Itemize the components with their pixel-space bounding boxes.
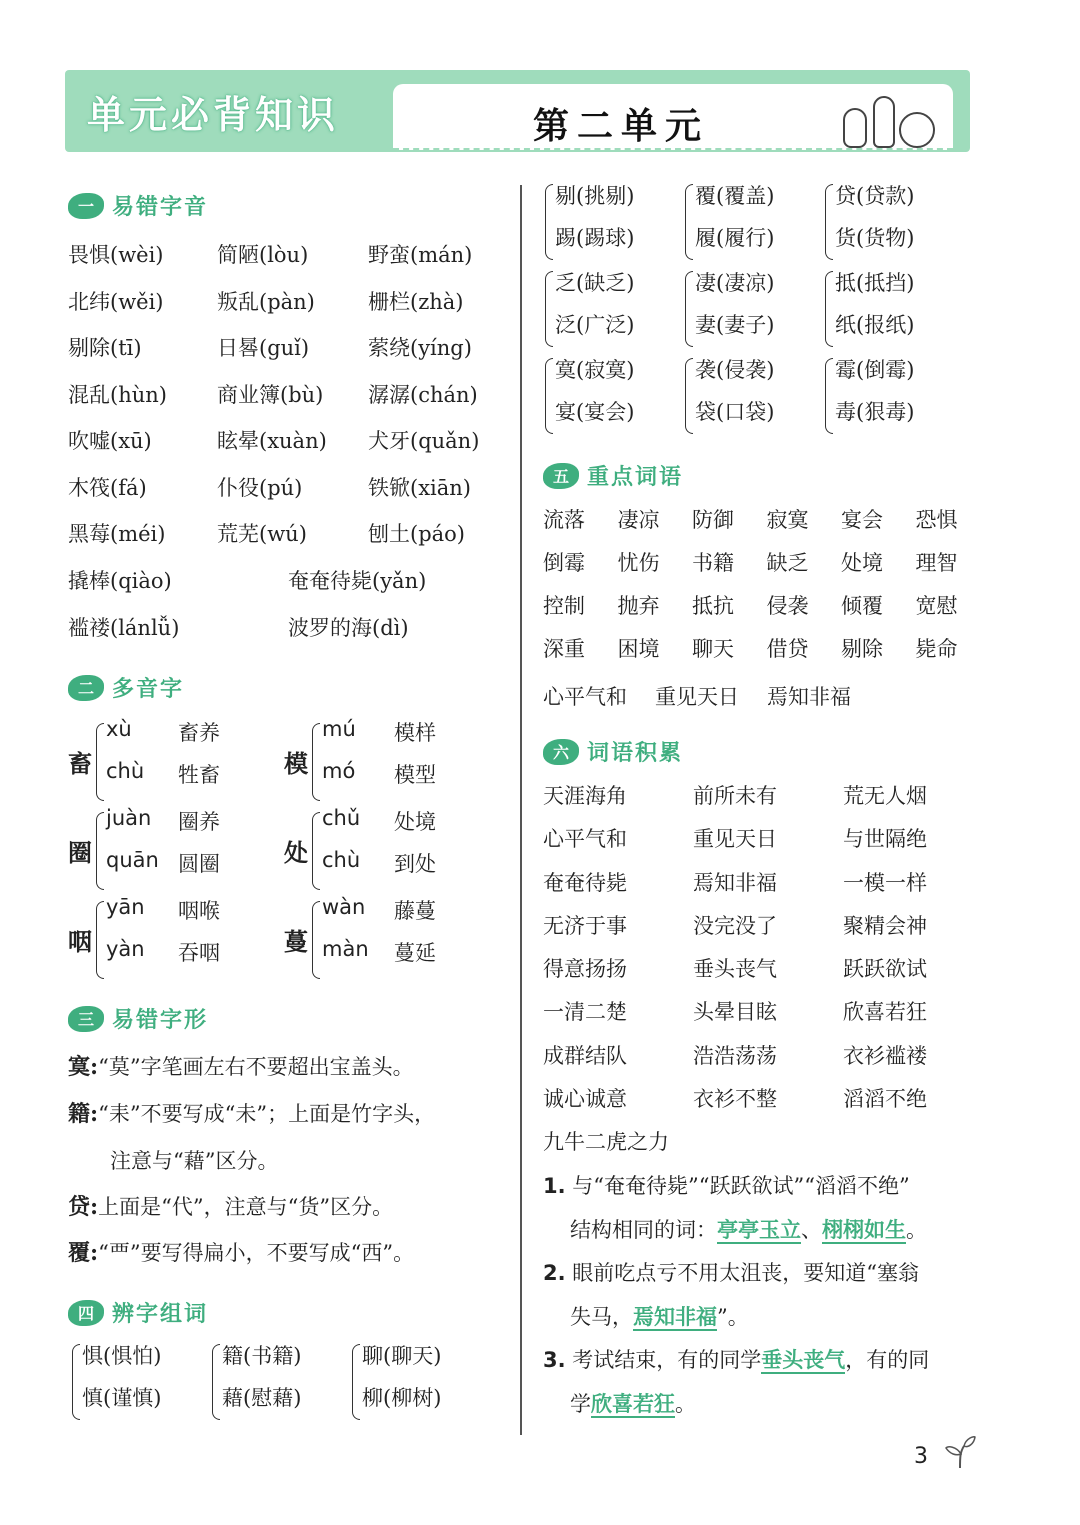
pinyin: wàn	[322, 895, 366, 919]
question-1-line-2	[570, 1214, 927, 1244]
rabbit-mascot-icon	[843, 108, 867, 148]
key-word: 缺乏	[766, 551, 809, 575]
key-word: 倾覆	[841, 594, 883, 618]
answer: 垂头丧气	[761, 1347, 846, 1372]
glyph-text: “覀”要写得扁小，不要写成“西”。	[98, 1241, 415, 1265]
pronunciation-item: 野蛮(mán)	[368, 243, 473, 267]
pair-word: 货(货物)	[835, 226, 915, 250]
idiom: 九牛二虎之力	[543, 1130, 669, 1155]
pronunciation-item: 日晷(guǐ)	[217, 336, 310, 360]
example-word: 圈养	[178, 810, 220, 834]
answer: 欣喜若狂	[591, 1391, 675, 1416]
answer: 焉知非福	[633, 1304, 717, 1329]
punctuation: 。	[906, 1218, 927, 1242]
pronunciation-item: 简陋(lòu)	[217, 243, 309, 267]
key-word: 控制	[543, 594, 585, 618]
pinyin: mó	[322, 759, 356, 783]
char-pair	[825, 354, 965, 440]
brace	[545, 184, 553, 260]
key-word: 重见天日	[655, 685, 739, 709]
brace	[96, 812, 104, 890]
polyphone-char: 蔓	[284, 927, 308, 956]
key-word: 焉知非福	[767, 685, 851, 709]
question-3-line-2	[570, 1388, 696, 1418]
idiom: 奄奄待毙	[543, 870, 627, 895]
pronunciation-item: 荒芜(wú)	[217, 522, 307, 546]
key-word: 恐惧	[915, 508, 958, 532]
pronunciation-item: 撬棒(qiào)	[68, 569, 172, 593]
page-number: 3	[914, 1444, 928, 1469]
char-pair	[72, 1340, 212, 1426]
pair-word: 剔(挑剔)	[555, 184, 635, 208]
question-text: ，有的同	[845, 1348, 930, 1372]
idiom: 与世隔绝	[843, 827, 927, 852]
key-words-grid	[543, 499, 990, 671]
pronunciation-item: 犬牙(quǎn)	[368, 429, 480, 453]
bottle-mascot-icon	[873, 96, 895, 148]
glyph-text: “莫”字笔画左右不要超出宝盖头。	[98, 1055, 414, 1079]
glyph-note: 贷:上面是“代”，注意与“货”区分。	[68, 1194, 394, 1220]
glyph-char: 籍	[68, 1101, 91, 1127]
key-word: 困境	[617, 637, 660, 661]
key-word: 抛弃	[617, 594, 660, 618]
section-heading	[68, 1003, 208, 1034]
pinyin: chǔ	[322, 806, 361, 830]
brace	[312, 812, 320, 890]
column-divider	[520, 185, 522, 1435]
idiom: 浩浩荡荡	[693, 1043, 777, 1068]
polyphone-block	[68, 806, 288, 894]
pronunciation-item: 吹嘘(xū)	[68, 429, 152, 453]
pair-word: 袋(口袋)	[695, 400, 775, 424]
key-word: 忧伤	[617, 551, 660, 575]
pair-word: 柳(柳树)	[362, 1386, 442, 1410]
question-text: 学	[570, 1392, 591, 1416]
idiom: 天涯海角	[543, 784, 627, 808]
idiom: 得意扬扬	[543, 957, 627, 982]
brace	[825, 184, 833, 260]
section-title: 辨字组词	[112, 1302, 209, 1327]
idiom: 重见天日	[693, 827, 777, 852]
pair-word: 寞(寂寞)	[555, 358, 635, 382]
brace	[352, 1344, 360, 1420]
idiom: 衣衫褴褛	[843, 1043, 927, 1068]
pronunciation-item: 木筏(fá)	[68, 475, 147, 500]
pair-word: 履(履行)	[695, 226, 775, 250]
idiom: 荒无人烟	[843, 784, 927, 808]
brace	[96, 723, 104, 801]
char-pair	[685, 267, 825, 353]
section-heading	[543, 460, 683, 491]
section-title: 重点词语	[587, 465, 684, 490]
question-number: 3.	[543, 1348, 566, 1372]
pair-word: 泛(广泛)	[555, 313, 635, 337]
pronunciation-item: 叛乱(pàn)	[217, 289, 315, 314]
brace	[825, 358, 833, 434]
glyph-note: 寞:“莫”字笔画左右不要超出宝盖头。	[68, 1054, 414, 1080]
key-word: 防御	[692, 508, 734, 532]
pronunciation-item: 仆役(pú)	[217, 475, 303, 500]
brace	[685, 358, 693, 434]
char-pair	[545, 354, 685, 440]
pair-word: 聊(聊天)	[362, 1344, 442, 1368]
key-word: 借贷	[766, 637, 809, 661]
glyph-note: 籍:“耒”不要写成“未”；上面是竹字头，	[68, 1101, 436, 1127]
key-word: 深重	[543, 637, 585, 661]
glyph-char: 贷	[68, 1194, 91, 1220]
polyphone-block	[68, 717, 288, 805]
key-word: 倒霉	[543, 551, 585, 575]
key-word: 流落	[543, 508, 585, 532]
pair-word: 贷(贷款)	[835, 184, 915, 208]
section-heading	[543, 736, 683, 767]
question-2-line-2	[570, 1301, 749, 1331]
idiom: 没完没了	[693, 913, 777, 938]
pair-word: 凄(凄凉)	[695, 271, 775, 295]
pronunciation-grid-wide	[68, 558, 518, 651]
pair-word: 妻(妻子)	[695, 313, 775, 337]
answer: 亭亭玉立	[717, 1217, 801, 1242]
idiom: 衣衫不整	[693, 1087, 777, 1112]
idiom: 一清二楚	[543, 1000, 627, 1025]
sprout-icon	[944, 1434, 976, 1470]
pronunciation-item: 黑莓(méi)	[68, 522, 166, 546]
brace	[685, 271, 693, 347]
question-text: 考试结束，有的同学	[572, 1348, 762, 1372]
section-title: 词语积累	[587, 741, 684, 766]
key-word: 心平气和	[543, 685, 627, 709]
idiom: 诚心诚意	[543, 1087, 627, 1112]
pronunciation-item: 栅栏(zhà)	[368, 289, 464, 314]
pronunciation-item: 商业簿(bù)	[217, 382, 324, 407]
pronunciation-item: 褴褛(lánlǚ)	[68, 615, 180, 640]
example-word: 圆圈	[178, 852, 220, 876]
example-word: 吞咽	[178, 941, 220, 965]
pair-word: 袭(侵袭)	[695, 358, 775, 382]
key-word: 宽慰	[915, 594, 958, 618]
char-pair	[685, 354, 825, 440]
polyphone-block	[284, 895, 504, 983]
polyphone-block	[68, 895, 288, 983]
question-number: 1.	[543, 1174, 566, 1198]
glyph-text: “耒”不要写成“未”；上面是竹字头，	[98, 1102, 436, 1126]
separator: 、	[801, 1218, 822, 1242]
question-text: 眼前吃点亏不用太沮丧，要知道“塞翁	[572, 1261, 920, 1285]
pinyin: chù	[322, 848, 361, 872]
pronunciation-item: 潺潺(chán)	[368, 382, 478, 407]
section-heading	[68, 190, 208, 221]
key-word: 宴会	[841, 508, 883, 532]
pair-word: 毒(狠毒)	[835, 400, 915, 424]
idiom: 滔滔不绝	[843, 1087, 927, 1112]
polyphone-block	[284, 717, 504, 805]
pinyin: xù	[106, 717, 132, 741]
brace	[685, 184, 693, 260]
glyph-text: 上面是“代”，注意与“货”区分。	[98, 1195, 394, 1219]
polyphone-char: 圈	[68, 838, 92, 867]
pair-word: 慎(谨慎)	[82, 1386, 162, 1410]
key-word: 寂寞	[766, 508, 809, 532]
glyph-char: 覆	[68, 1240, 91, 1266]
pronunciation-item: 眩晕(xuàn)	[217, 429, 327, 453]
char-pair	[212, 1340, 352, 1426]
question-2	[543, 1257, 919, 1287]
polyphone-char: 咽	[68, 927, 92, 956]
char-pair	[685, 180, 825, 266]
pinyin: juàn	[106, 806, 152, 830]
section-title: 易错字音	[112, 195, 209, 220]
section-badge: 三	[68, 1006, 104, 1032]
example-word: 模型	[394, 763, 436, 787]
polyphone-block	[284, 806, 504, 894]
idiom: 成群结队	[543, 1043, 627, 1068]
idiom: 焉知非福	[693, 870, 777, 895]
section-title: 易错字形	[112, 1008, 209, 1033]
header-banner	[65, 70, 970, 152]
glyph-note	[110, 1138, 550, 1184]
example-word: 藤蔓	[394, 899, 436, 923]
pronunciation-item: 刨土(páo)	[368, 522, 465, 546]
punctuation: ”。	[717, 1305, 749, 1329]
polyphone-char: 畜	[68, 749, 92, 778]
pronunciation-item: 奄奄待毙(yǎn)	[288, 569, 427, 593]
section-badge: 四	[68, 1300, 104, 1326]
idiom: 头晕目眩	[693, 1000, 777, 1025]
pair-word: 抵(抵挡)	[835, 271, 915, 295]
pair-word: 宴(宴会)	[555, 400, 635, 424]
section-badge: 六	[543, 739, 579, 765]
brace	[212, 1344, 220, 1420]
idiom: 跃跃欲试	[843, 957, 927, 982]
pair-word: 籍(书籍)	[222, 1344, 302, 1368]
glyph-text: 注意与“藉”区分。	[110, 1149, 279, 1173]
glyph-char: 寞	[68, 1054, 91, 1080]
char-pair	[825, 180, 965, 266]
pinyin: màn	[322, 937, 369, 961]
example-word: 蔓延	[394, 941, 436, 965]
pronunciation-item: 剔除(tī)	[68, 336, 142, 360]
section-heading	[68, 1297, 208, 1328]
pinyin: quān	[106, 848, 159, 872]
question-text: 结构相同的词：	[570, 1218, 717, 1242]
example-word: 模样	[394, 721, 436, 745]
punctuation: 。	[675, 1392, 696, 1416]
idiom: 前所未有	[693, 784, 777, 808]
idiom: 心平气和	[543, 827, 627, 852]
pair-word: 覆(覆盖)	[695, 184, 775, 208]
key-word: 处境	[841, 551, 883, 575]
banner-left-title: 单元必背知识	[87, 93, 340, 137]
idiom: 聚精会神	[843, 913, 927, 938]
brace	[312, 901, 320, 979]
idioms-grid	[543, 775, 993, 1165]
pair-word: 惧(惧怕)	[82, 1344, 162, 1368]
pair-word: 藉(慰藉)	[222, 1386, 302, 1410]
brace	[312, 723, 320, 801]
example-word: 畜养	[178, 721, 220, 745]
pinyin: yàn	[106, 937, 145, 961]
key-word: 毙命	[915, 637, 958, 661]
question-text: 失马，	[570, 1305, 633, 1329]
pinyin: chù	[106, 759, 145, 783]
example-word: 处境	[394, 810, 436, 834]
char-pair	[825, 267, 965, 353]
key-words-last-row	[543, 681, 879, 711]
example-word: 到处	[394, 852, 436, 876]
polyphone-char: 处	[284, 838, 308, 867]
pronunciation-item: 混乱(hùn)	[68, 382, 167, 407]
pinyin: yān	[106, 895, 145, 919]
idiom: 欣喜若狂	[843, 1000, 927, 1025]
brace	[545, 358, 553, 434]
brace	[825, 271, 833, 347]
pronunciation-grid	[68, 232, 518, 558]
question-3	[543, 1344, 929, 1374]
idiom: 无济于事	[543, 913, 627, 938]
polyphone-char: 模	[284, 749, 308, 778]
char-pair	[545, 180, 685, 266]
banner-unit-panel	[393, 84, 953, 150]
key-word: 聊天	[692, 637, 734, 661]
key-word: 侵袭	[766, 594, 809, 618]
pronunciation-item: 畏惧(wèi)	[68, 243, 164, 267]
key-word: 理智	[915, 551, 958, 575]
key-word: 剔除	[841, 637, 883, 661]
section-heading	[68, 672, 184, 703]
brace	[96, 901, 104, 979]
pronunciation-item: 北纬(wěi)	[68, 289, 164, 314]
unit-title: 第二单元	[533, 106, 710, 147]
brace	[72, 1344, 80, 1420]
question-text: 与“奄奄待毙”“跃跃欲试”“滔滔不绝”	[572, 1174, 910, 1198]
pair-word: 踢(踢球)	[555, 226, 635, 250]
sheep-mascot-icon	[899, 112, 935, 148]
section-badge: 五	[543, 463, 579, 489]
section-badge: 一	[68, 193, 104, 219]
idiom: 垂头丧气	[693, 957, 777, 982]
pinyin: mú	[322, 717, 356, 741]
pronunciation-item: 萦绕(yíng)	[368, 336, 472, 360]
example-word: 咽喉	[178, 899, 220, 923]
key-word: 书籍	[692, 551, 734, 575]
question-number: 2.	[543, 1261, 566, 1285]
pair-word: 乏(缺乏)	[555, 271, 635, 295]
pair-word: 纸(报纸)	[835, 313, 915, 337]
mascots-illustration	[839, 88, 939, 148]
answer: 栩栩如生	[822, 1217, 906, 1242]
example-word: 牲畜	[178, 763, 220, 787]
key-word: 凄凉	[617, 508, 660, 532]
char-pair	[545, 267, 685, 353]
pronunciation-item: 铁锨(xiān)	[368, 475, 471, 500]
key-word: 抵抗	[692, 594, 734, 618]
section-badge: 二	[68, 675, 104, 701]
glyph-note: 覆:“覀”要写得扁小，不要写成“西”。	[68, 1240, 415, 1266]
question-1	[543, 1170, 910, 1200]
idiom: 一模一样	[843, 870, 927, 895]
brace	[545, 271, 553, 347]
pronunciation-item: 波罗的海(dì)	[288, 615, 409, 640]
section-title: 多音字	[112, 677, 185, 702]
pair-word: 霉(倒霉)	[835, 358, 915, 382]
char-pair	[352, 1340, 492, 1426]
